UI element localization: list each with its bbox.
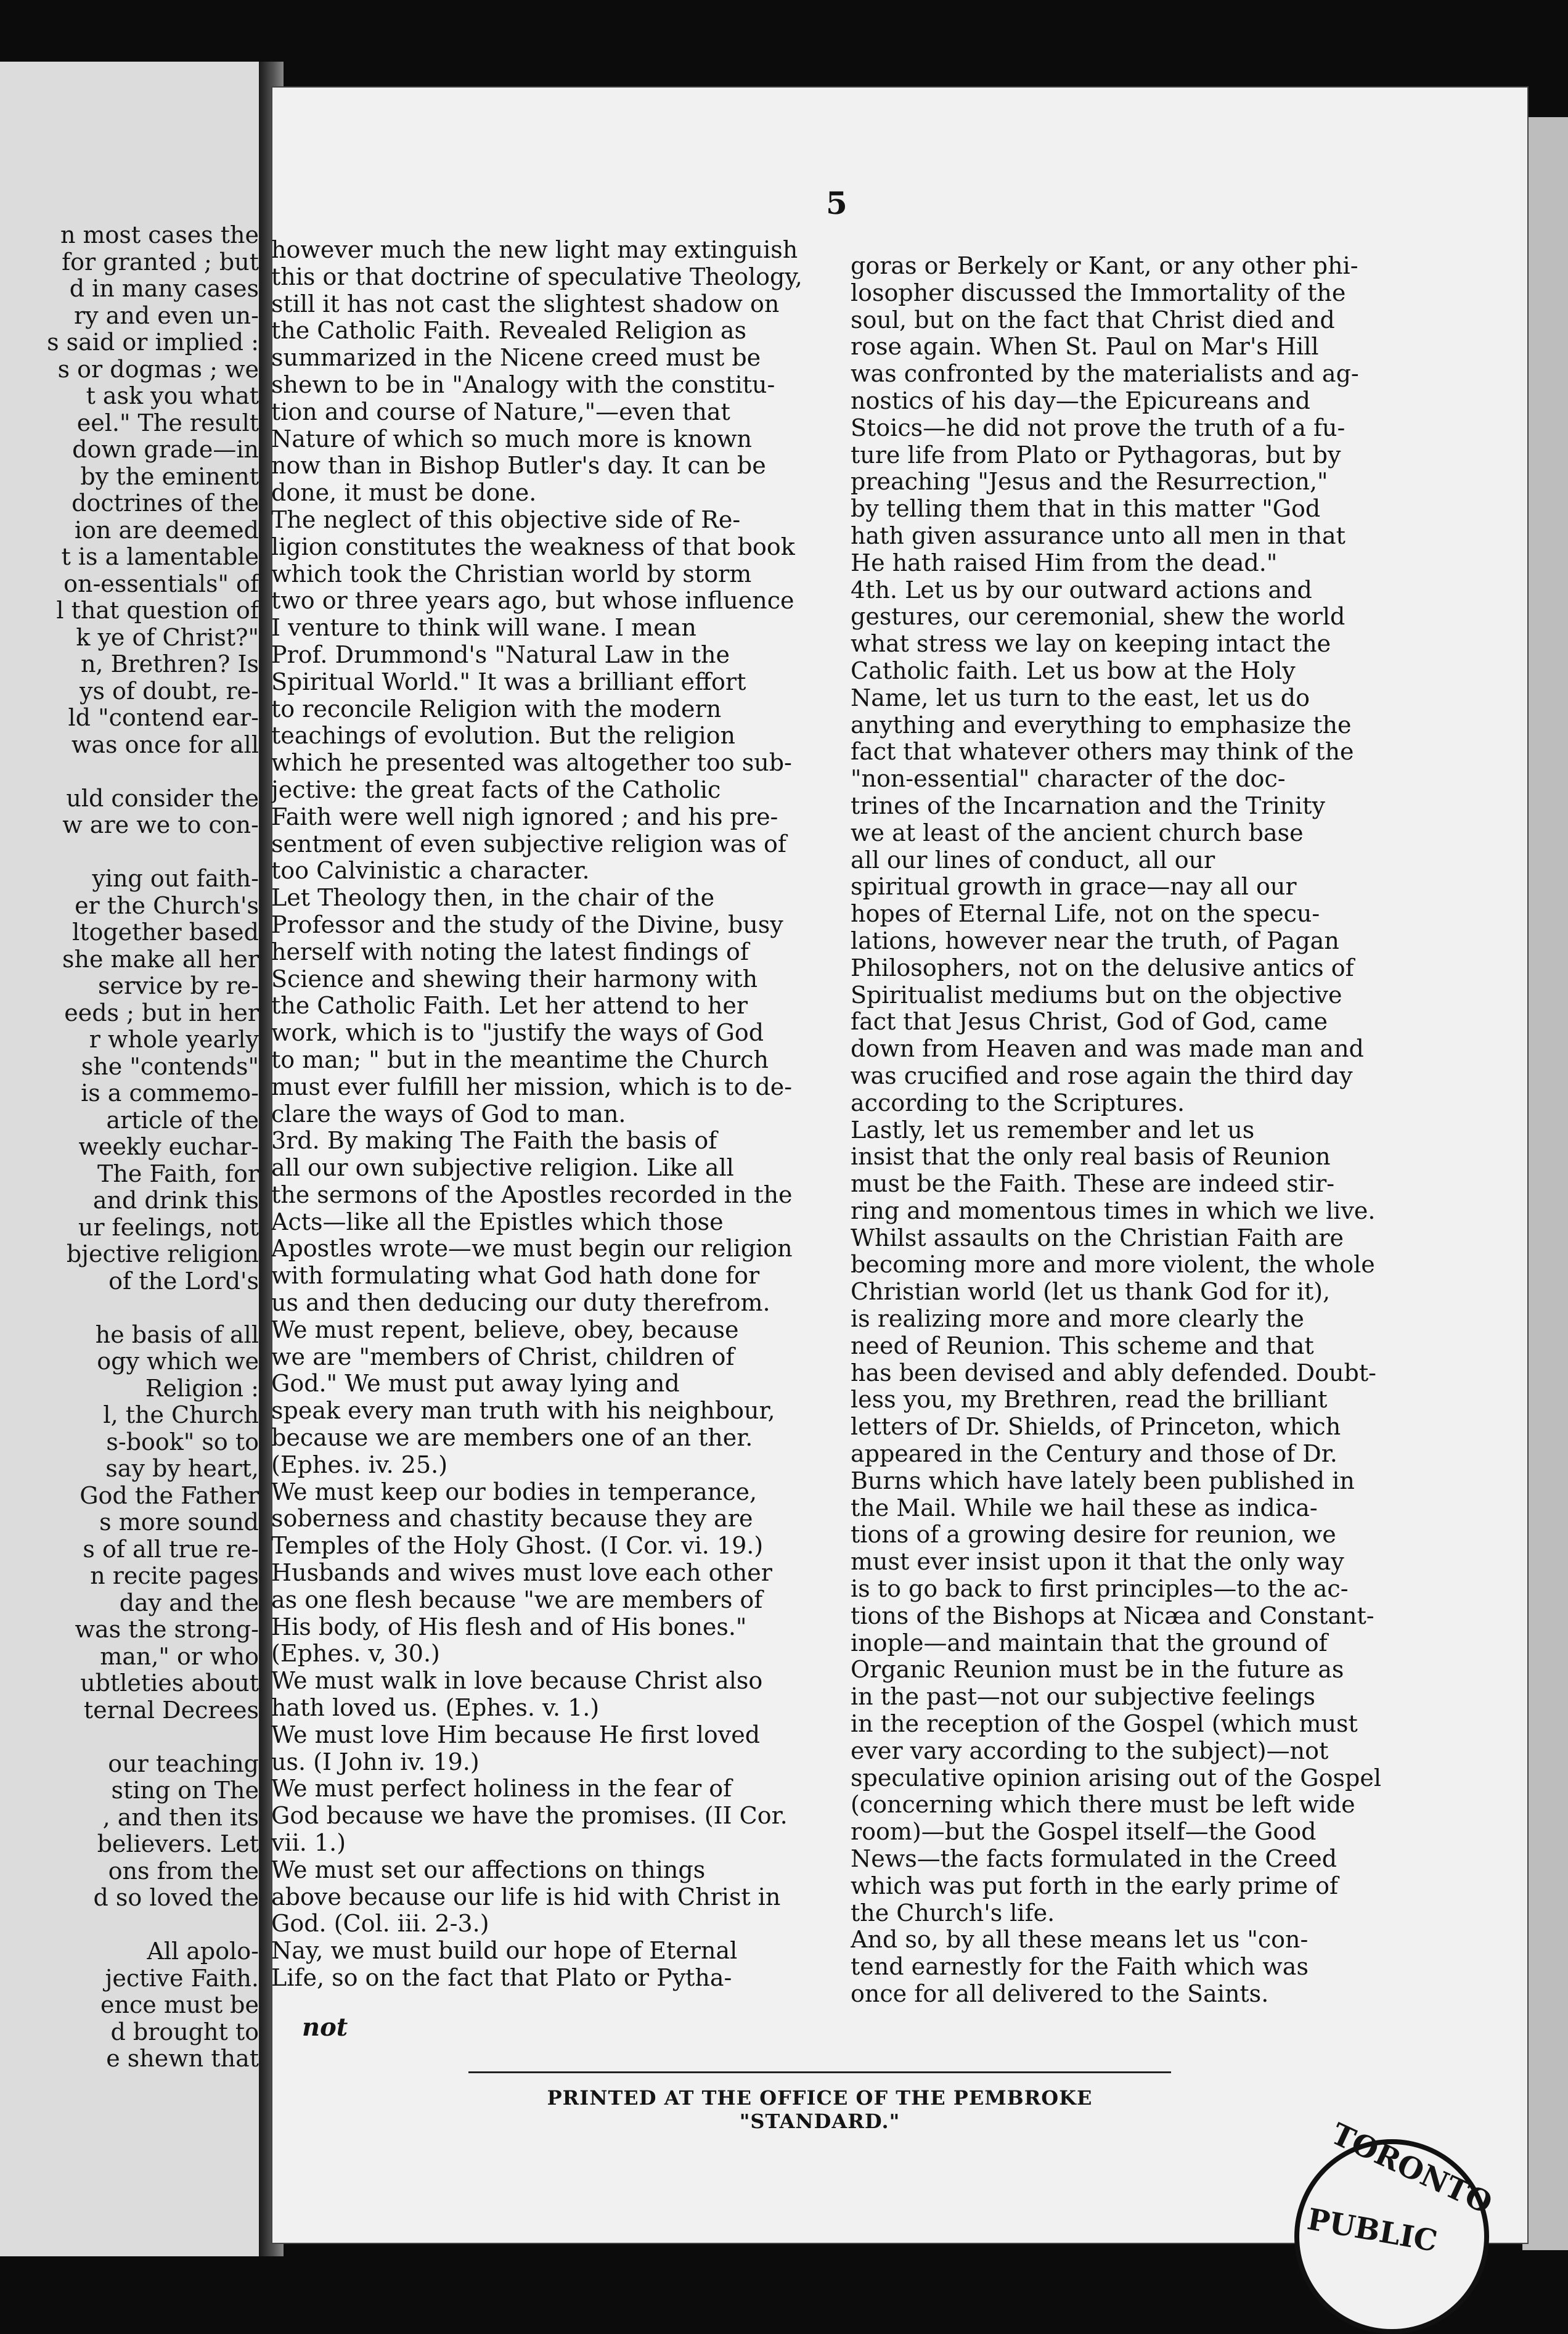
left-page-line: and drink this — [92, 1187, 259, 1214]
text-line: herself with noting the latest findings of — [271, 938, 749, 965]
left-page-line: All apolo- — [147, 1938, 259, 1965]
left-page-line: service by re- — [98, 972, 259, 999]
left-page-line: uld consider the — [66, 784, 259, 812]
left-page-line — [37, 1724, 259, 1751]
text-line: all our own subjective religion. Like all — [271, 1155, 734, 1182]
text-line: Husbands and wives must love each other — [271, 1560, 772, 1587]
left-page-line: ltogether based — [72, 919, 259, 946]
text-line: rose again. When St. Paul on Mar's Hill — [851, 334, 1319, 361]
footer-rule — [468, 2071, 1171, 2073]
text-line: insist that the only real basis of Reunion — [851, 1144, 1331, 1171]
text-line: becoming more and more violent, the whole — [851, 1251, 1375, 1279]
text-line: lations, however near the truth, of Pagan — [851, 927, 1339, 954]
left-page-line: n most cases the — [60, 221, 259, 248]
left-page-line: ur feelings, not — [78, 1213, 259, 1241]
text-line: soul, but on the fact that Christ died and — [851, 306, 1335, 334]
text-line: Spiritual World." It was a brilliant effort — [271, 668, 746, 695]
left-page-line — [37, 839, 259, 866]
text-line: Faith were well nigh ignored ; and his pre- — [271, 803, 778, 830]
text-line: letters of Dr. Shields, of Princeton, which — [851, 1414, 1341, 1441]
text-line: He hath raised Him from the dead." — [851, 549, 1278, 576]
left-page-line: on-essentials" of — [63, 570, 259, 597]
text-line: hath given assurance unto all men in that — [851, 522, 1345, 549]
text-line: tions of the Bishops at Nicæa and Constant- — [851, 1602, 1374, 1629]
text-line: Life, so on the fact that Plato or Pytha- — [271, 1965, 732, 1991]
text-line: now than in Bishop Butler's day. It can be — [271, 452, 766, 480]
text-line: the Catholic Faith. Let her attend to her — [271, 993, 748, 1020]
text-line: was confronted by the materialists and ag- — [851, 361, 1359, 388]
text-line: Burns which have lately been published in — [851, 1467, 1355, 1494]
left-page-line: ogy which we — [97, 1348, 259, 1375]
text-line: Apostles wrote—we must begin our religion — [271, 1235, 793, 1263]
text-line: God. (Col. iii. 2-3.) — [271, 1910, 489, 1938]
text-line: need of Reunion. This scheme and that — [851, 1332, 1314, 1359]
text-line: was crucified and rose again the third day — [851, 1062, 1353, 1089]
left-page-line: is a commemo- — [81, 1079, 259, 1107]
text-line: speculative opinion arising out of the Gospel — [851, 1764, 1381, 1791]
text-line: must ever fulfill her mission, which is to de- — [271, 1073, 793, 1100]
text-line: ring and momentous times in which we live. — [851, 1197, 1376, 1224]
text-line: (concerning which there must be left wide — [851, 1791, 1355, 1819]
text-line: which was put forth in the early prime of — [851, 1872, 1339, 1899]
text-line: I venture to think will wane. I mean — [271, 615, 696, 642]
text-line: done, it must be done. — [271, 480, 537, 507]
text-line: inople—and maintain that the ground of — [851, 1629, 1328, 1656]
left-page-line: eel." The result — [76, 409, 259, 436]
text-line: the Mail. While we hail these as indica- — [851, 1494, 1318, 1521]
text-line: Name, let us turn to the east, let us do — [851, 684, 1310, 711]
left-page-line: t ask you what — [86, 382, 259, 409]
text-line: too Calvinistic a character. — [271, 858, 590, 885]
text-line: with formulating what God hath done for — [271, 1263, 760, 1290]
left-page-line: d brought to — [110, 2018, 259, 2045]
text-line: Science and shewing their harmony with — [271, 965, 758, 993]
left-page-line: ys of doubt, re- — [80, 677, 259, 705]
text-line: is realizing more and more clearly the — [851, 1306, 1304, 1333]
text-line: nostics of his day—the Epicureans and — [851, 387, 1310, 414]
left-page-line: d in many cases — [69, 275, 259, 302]
left-page-line: for granted ; but — [62, 248, 259, 276]
left-page-line: sting on The — [111, 1777, 259, 1804]
left-page-line: believers. Let — [97, 1830, 259, 1857]
text-line: hath loved us. (Ephes. v. 1.) — [271, 1695, 600, 1722]
text-line: (Ephes. v, 30.) — [271, 1640, 440, 1668]
text-column-right — [851, 253, 1393, 2008]
text-line: has been devised and ably defended. Doubt- — [851, 1359, 1376, 1386]
text-line: spiritual growth in grace—nay all our — [851, 874, 1297, 901]
text-line: which he presented was altogether too sub- — [271, 750, 792, 777]
left-page-line: d so loved the — [93, 1884, 259, 1911]
text-line: in the reception of the Gospel (which must — [851, 1711, 1358, 1738]
left-page-line: she "contends" — [81, 1052, 259, 1080]
text-line: we are "members of Christ, children of — [271, 1343, 735, 1370]
text-line: to man; " but in the meantime the Church — [271, 1046, 769, 1073]
text-line: We must love Him because He first loved — [271, 1721, 761, 1748]
left-page-text-column — [37, 222, 259, 2073]
left-page-line: s more sound — [99, 1509, 259, 1536]
text-line: to reconcile Religion with the modern — [271, 695, 722, 723]
left-page-line: The Faith, for — [97, 1160, 259, 1187]
text-line: jective: the great facts of the Catholic — [271, 776, 721, 803]
text-line: (Ephes. iv. 25.) — [271, 1451, 448, 1478]
printer-imprint: PRINTED AT THE OFFICE OF THE PEMBROKE "STANDARD." — [547, 2086, 1093, 2133]
left-page-line: l, the Church — [103, 1401, 259, 1428]
text-line: this or that doctrine of speculative Theology, — [271, 263, 802, 290]
left-page-line: n recite pages — [90, 1562, 259, 1589]
text-line: trines of the Incarnation and the Trinity — [851, 792, 1325, 819]
text-line: Professor and the study of the Divine, busy — [271, 911, 783, 938]
stamp-text-public: PUBLIC — [1304, 2201, 1440, 2259]
left-page-line: doctrines of the — [71, 489, 259, 517]
text-line: us. (I John iv. 19.) — [271, 1748, 480, 1775]
left-page-line: Religion : — [145, 1374, 259, 1402]
text-line: as one flesh because "we are members of — [271, 1586, 763, 1613]
text-line: work, which is to "justify the ways of God — [271, 1020, 764, 1047]
left-page-line: w are we to con- — [62, 811, 259, 838]
text-line: the Church's life. — [851, 1899, 1055, 1927]
text-line: still it has not cast the slightest shadow on — [271, 290, 780, 317]
text-line: by telling them that in this matter "God — [851, 496, 1321, 523]
text-line: room)—but the Gospel itself—the Good — [851, 1819, 1317, 1846]
text-line: ever vary according to the subject)—not — [851, 1737, 1329, 1764]
text-line: We must keep our bodies in temperance, — [271, 1478, 757, 1505]
left-page-line: e shewn that — [106, 2045, 259, 2072]
text-line: two or three years ago, but whose influence — [271, 588, 794, 615]
text-line: hopes of Eternal Life, not on the specu- — [851, 901, 1320, 928]
left-page-line: was the strong- — [75, 1616, 259, 1643]
left-page-line: s or dogmas ; we — [57, 355, 259, 383]
text-line: we at least of the ancient church base — [851, 819, 1304, 846]
text-line: preaching "Jesus and the Resurrection," — [851, 469, 1328, 496]
left-page-line — [37, 1912, 259, 1939]
left-page-line: ons from the — [108, 1857, 259, 1885]
text-line: 3rd. By making The Faith the basis of — [271, 1128, 717, 1155]
text-line: Temples of the Holy Ghost. (I Cor. vi. 19.) — [271, 1533, 764, 1560]
left-page-line — [37, 1295, 259, 1322]
text-line: tions of a growing desire for reunion, we — [851, 1521, 1336, 1549]
text-line: Organic Reunion must be in the future as — [851, 1656, 1344, 1684]
text-line: God." We must put away lying and — [271, 1370, 680, 1398]
left-page-line: article of the — [106, 1106, 259, 1134]
left-page-line: ry and even un- — [73, 301, 259, 329]
text-line: once for all delivered to the Saints. — [851, 1981, 1269, 2007]
text-line: ligion constitutes the weakness of that book — [271, 533, 795, 560]
left-page-line: jective Faith. — [105, 1964, 259, 1992]
text-line: Nay, we must build our hope of Eternal — [271, 1938, 738, 1965]
text-line: speak every man truth with his neighbour, — [271, 1398, 775, 1425]
text-line: is to go back to first principles—to the ac- — [851, 1576, 1349, 1603]
left-page-line: God the Father — [80, 1481, 259, 1509]
stamp-text-toronto: TORONTO — [1326, 2116, 1498, 2221]
left-page-line: ying out faith- — [92, 865, 259, 892]
text-line: gestures, our ceremonial, shew the world — [851, 604, 1345, 631]
left-page-line: by the eminent — [80, 462, 259, 490]
text-line: goras or Berkely or Kant, or any other phi- — [851, 253, 1358, 279]
left-page-line — [37, 758, 259, 785]
text-line: God because we have the promises. (II Cor. — [271, 1803, 788, 1830]
left-page-line: ubtleties about — [80, 1669, 259, 1697]
text-line: in the past—not our subjective feelings — [851, 1684, 1316, 1711]
text-line: "non-essential" character of the doc- — [851, 766, 1286, 793]
text-line: which took the Christian world by storm — [271, 560, 752, 588]
left-page-line: she make all her — [62, 945, 259, 973]
text-line: Let Theology then, in the chair of the — [271, 885, 715, 912]
text-line: down from Heaven and was made man and — [851, 1036, 1364, 1063]
left-page-line: man," or who — [100, 1642, 259, 1670]
text-line: fact that whatever others may think of the — [851, 739, 1354, 766]
text-line: however much the new light may extinguish — [271, 237, 798, 263]
left-page-line: weekly euchar- — [78, 1133, 259, 1160]
text-line: what stress we lay on keeping intact the — [851, 631, 1331, 658]
text-line: Spiritualist mediums but on the objective — [851, 981, 1342, 1009]
left-page-line: ion are deemed — [74, 516, 259, 544]
text-line: We must repent, believe, obey, because — [271, 1316, 739, 1343]
text-line: us and then deducing our duty therefrom. — [271, 1290, 770, 1317]
left-page-line: down grade—in — [72, 436, 259, 463]
left-page-line: was once for all — [71, 731, 259, 758]
text-line: anything and everything to emphasize the — [851, 711, 1352, 739]
text-line: all our lines of conduct, all our — [851, 846, 1215, 874]
text-column-left — [271, 237, 814, 1992]
text-line: Prof. Drummond's "Natural Law in the — [271, 641, 730, 668]
left-page-line: bjective religion — [66, 1240, 259, 1267]
text-line: must ever insist upon it that the only way — [851, 1549, 1344, 1576]
right-page-edge — [1522, 117, 1568, 2250]
text-line: The neglect of this objective side of Re- — [271, 506, 741, 533]
text-line: Acts—like all the Epistles which those — [271, 1208, 724, 1235]
text-line: vii. 1.) — [271, 1830, 346, 1857]
left-page-line: l that question of — [56, 597, 259, 624]
left-page-line: er the Church's — [75, 891, 259, 919]
handwritten-correction: not — [302, 2013, 348, 2042]
text-line: must be the Faith. These are indeed stir- — [851, 1171, 1335, 1198]
left-page-line: he basis of all — [95, 1321, 259, 1348]
left-page-line: eeds ; but in her — [64, 999, 259, 1026]
text-line: Nature of which so much more is known — [271, 425, 752, 452]
left-page-line: of the Lord's — [108, 1267, 259, 1295]
left-page-line: s of all true re- — [83, 1535, 259, 1563]
text-line: Catholic faith. Let us bow at the Holy — [851, 657, 1296, 684]
text-line: We must set our affections on things — [271, 1856, 706, 1883]
left-page-line: s said or implied : — [47, 329, 259, 356]
text-line: We must walk in love because Christ also — [271, 1668, 763, 1695]
left-facing-page — [0, 62, 261, 2256]
left-page-line: r whole yearly — [89, 1026, 259, 1053]
text-line: the Catholic Faith. Revealed Religion as — [271, 317, 747, 345]
text-line: soberness and chastity because they are — [271, 1505, 753, 1533]
text-line: because we are members one of an ther. — [271, 1425, 753, 1452]
text-line: sentment of even subjective religion was of — [271, 830, 786, 858]
text-line: tion and course of Nature,"—even that — [271, 398, 730, 425]
text-line: shewn to be in "Analogy with the constitu- — [271, 371, 775, 398]
text-line: Lastly, let us remember and let us — [851, 1116, 1255, 1144]
page-number: 5 — [826, 185, 847, 221]
left-page-line: say by heart, — [105, 1455, 259, 1482]
text-line: 4th. Let us by our outward actions and — [851, 576, 1312, 604]
left-page-line: k ye of Christ?" — [76, 623, 259, 651]
left-page-line: our teaching — [108, 1750, 259, 1777]
text-line: And so, by all these means let us "con- — [851, 1927, 1309, 1954]
text-line: according to the Scriptures. — [851, 1089, 1185, 1116]
text-line: above because our life is hid with Christ in — [271, 1883, 781, 1910]
text-line: appeared in the Century and those of Dr. — [851, 1441, 1337, 1468]
text-line: the sermons of the Apostles recorded in the — [271, 1181, 793, 1208]
text-line: ture life from Plato or Pythagoras, but by — [851, 441, 1341, 469]
text-line: fact that Jesus Christ, God of God, came — [851, 1009, 1328, 1036]
text-line: less you, my Brethren, read the brilliant — [851, 1386, 1328, 1414]
text-line: Stoics—he did not prove the truth of a fu- — [851, 414, 1345, 441]
left-page-line: ence must be — [100, 1991, 259, 2018]
left-page-line: ld "contend ear- — [68, 704, 259, 731]
text-line: summarized in the Nicene creed must be — [271, 345, 761, 372]
text-line: His body, of His flesh and of His bones." — [271, 1613, 747, 1640]
text-line: Whilst assaults on the Christian Faith are — [851, 1224, 1344, 1251]
text-line: News—the facts formulated in the Creed — [851, 1846, 1337, 1873]
text-line: losopher discussed the Immortality of the — [851, 279, 1346, 306]
text-line: tend earnestly for the Faith which was — [851, 1954, 1309, 1981]
left-page-line: s-book" so to — [106, 1428, 259, 1456]
left-page-line: day and the — [119, 1589, 259, 1616]
left-page-line: t is a lamentable — [61, 543, 259, 570]
text-line: clare the ways of God to man. — [271, 1100, 626, 1128]
text-line: We must perfect holiness in the fear of — [271, 1775, 732, 1803]
text-line: Philosophers, not on the delusive antics of — [851, 954, 1354, 981]
text-line: Christian world (let us thank God for it), — [851, 1279, 1331, 1306]
text-line: teachings of evolution. But the religion — [271, 723, 735, 750]
left-page-line: , and then its — [102, 1803, 259, 1831]
left-page-line: n, Brethren? Is — [80, 650, 259, 678]
left-page-line: ternal Decrees — [83, 1696, 259, 1724]
